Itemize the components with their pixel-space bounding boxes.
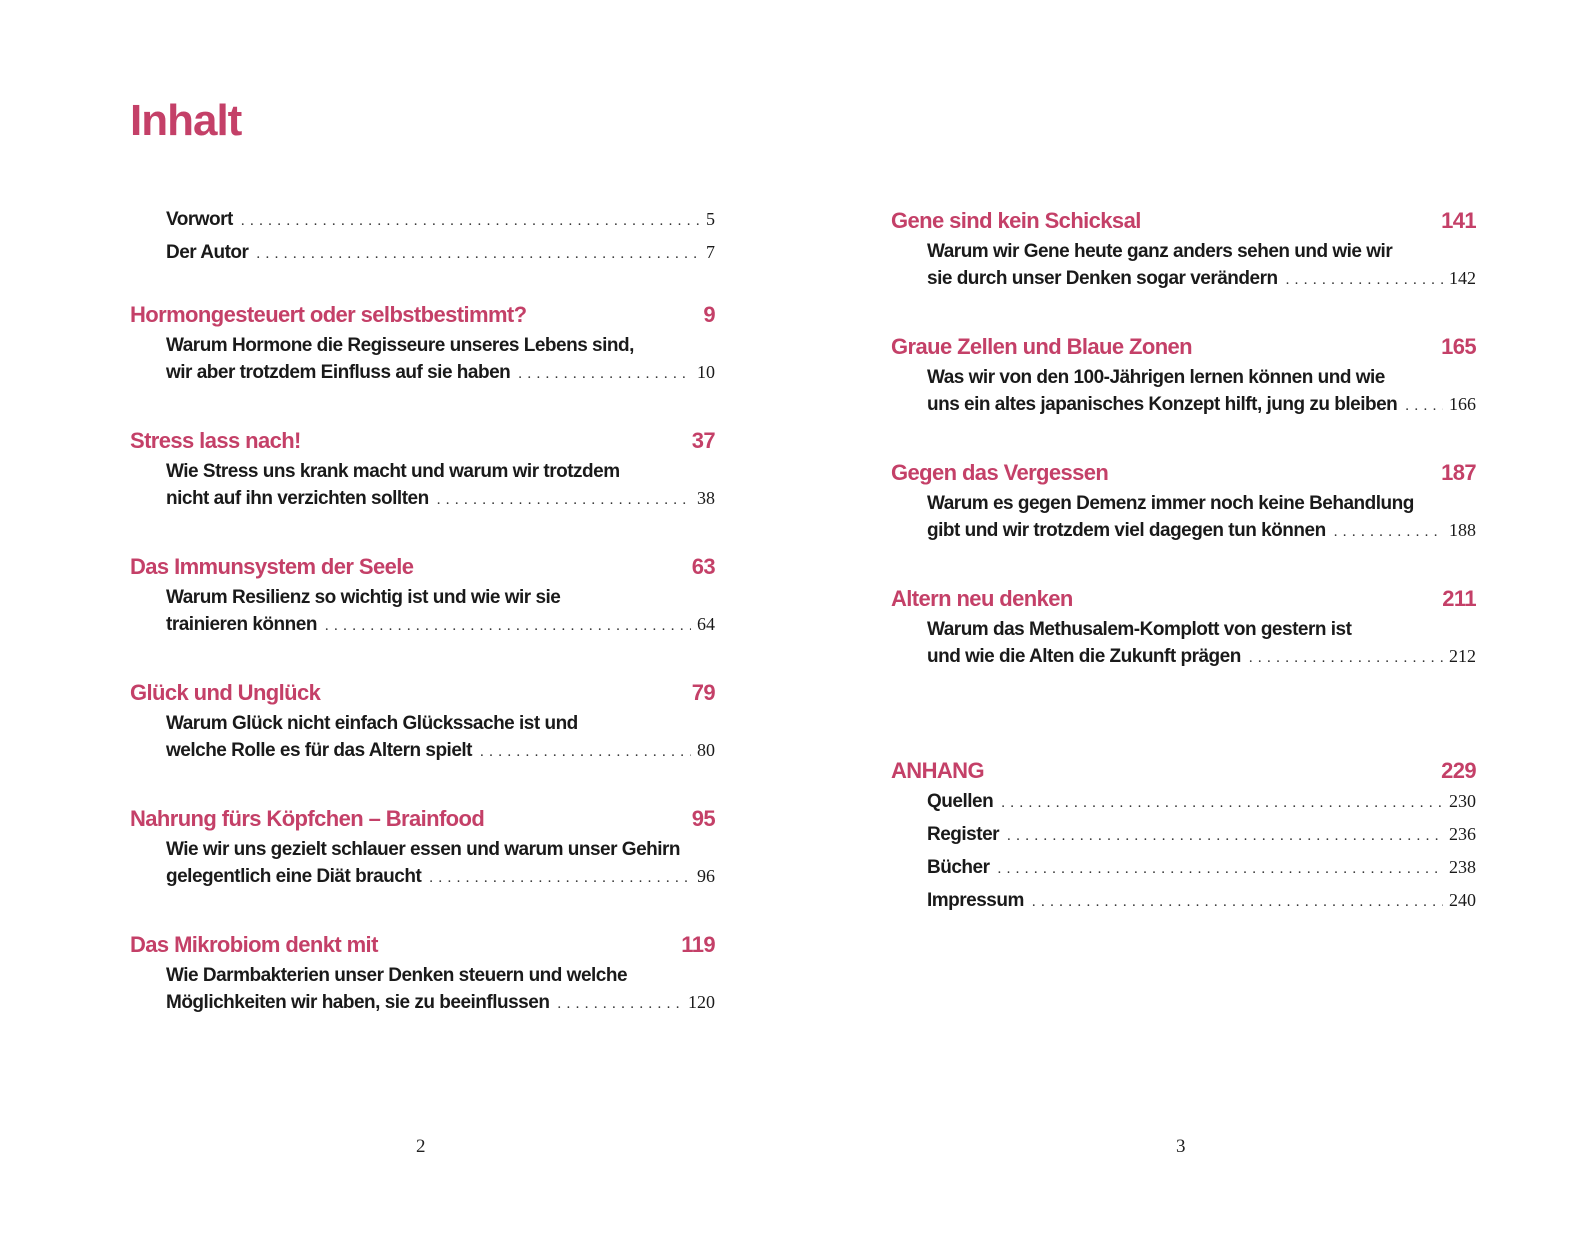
chapter-subtitle-line: Warum es gegen Demenz immer noch keine Behandlung xyxy=(927,493,1414,514)
leader-dots xyxy=(1334,519,1443,546)
toc-entry-label: Impressum xyxy=(927,890,1024,911)
toc-page-number: 238 xyxy=(1449,857,1476,877)
chapter-page-number: 141 xyxy=(1441,208,1476,233)
toc-page-number: 64 xyxy=(697,614,715,634)
toc-entry-vorwort[interactable] xyxy=(130,206,715,233)
appendix-item[interactable] xyxy=(891,887,1476,914)
chapter-page-number: 9 xyxy=(703,302,715,327)
chapter-subtitle-line: Wie wir uns gezielt schlauer essen und warum unser Gehirn xyxy=(166,839,681,860)
toc-page-number: 188 xyxy=(1449,520,1476,540)
leader-dots xyxy=(1007,823,1443,850)
folio-left: 2 xyxy=(416,1136,426,1157)
toc-chapter[interactable] xyxy=(891,582,1476,670)
leader-dots xyxy=(997,856,1443,883)
toc-page-number: 236 xyxy=(1449,824,1476,844)
chapter-subtitle-line: uns ein altes japanisches Konzept hilft, jung zu bleiben xyxy=(927,394,1398,415)
toc-entry-label: Bücher xyxy=(927,857,990,878)
chapter-page-number: 37 xyxy=(691,428,715,453)
chapter-subtitle-line: Möglichkeiten wir haben, sie zu beeinflussen xyxy=(166,992,550,1013)
toc-entry-label: Der Autor xyxy=(166,242,249,263)
toc-right-column xyxy=(891,204,1476,914)
leader-dots xyxy=(1032,889,1443,916)
leader-dots xyxy=(429,865,691,892)
chapter-page-number: 79 xyxy=(691,680,715,705)
chapter-subtitle-line: Warum das Methusalem-Komplott von gestern ist xyxy=(927,619,1352,640)
chapter-subtitle-line: Warum Glück nicht einfach Glückssache ist und xyxy=(166,713,578,734)
toc-left-column xyxy=(130,206,715,1016)
toc-chapter[interactable] xyxy=(891,456,1476,544)
chapter-subtitle-line: Warum Resilienz so wichtig ist und wie wir sie xyxy=(166,587,561,608)
toc-page-number: 240 xyxy=(1449,890,1476,910)
toc-appendix[interactable] xyxy=(891,754,1476,914)
chapter-page-number: 95 xyxy=(691,806,715,831)
chapter-title: Gegen das Vergessen xyxy=(891,460,1109,485)
toc-page-number: 38 xyxy=(697,488,715,508)
toc-chapter[interactable] xyxy=(130,550,715,638)
toc-page-number: 5 xyxy=(706,209,715,229)
leader-dots xyxy=(241,208,700,235)
toc-page-number: 96 xyxy=(697,866,715,886)
toc-page-number: 212 xyxy=(1449,646,1476,666)
chapter-title: Glück und Unglück xyxy=(130,680,321,705)
chapter-subtitle-line: gelegentlich eine Diät braucht xyxy=(166,866,422,887)
toc-chapter[interactable] xyxy=(130,676,715,764)
chapter-page-number: 165 xyxy=(1441,334,1476,359)
leader-dots xyxy=(325,613,691,640)
leader-dots xyxy=(1405,393,1443,420)
leader-dots xyxy=(518,361,691,388)
chapter-subtitle-line: nicht auf ihn verzichten sollten xyxy=(166,488,429,509)
chapter-subtitle-line: Warum Hormone die Regisseure unseres Lebens sind, xyxy=(166,335,634,356)
chapter-subtitle-line: wir aber trotzdem Einfluss auf sie haben xyxy=(166,362,511,383)
leader-dots xyxy=(480,739,691,766)
leader-dots xyxy=(1001,790,1443,817)
chapter-title: Das Immunsystem der Seele xyxy=(130,554,414,579)
chapter-title: Stress lass nach! xyxy=(130,428,301,453)
appendix-item[interactable] xyxy=(891,854,1476,881)
toc-page-number: 120 xyxy=(688,992,715,1012)
toc-entry-label: Register xyxy=(927,824,1000,845)
toc-chapter[interactable] xyxy=(891,204,1476,292)
appendix-page-number: 229 xyxy=(1441,758,1476,783)
appendix-item[interactable] xyxy=(891,788,1476,815)
toc-page-number: 230 xyxy=(1449,791,1476,811)
chapter-subtitle-line: sie durch unser Denken sogar verändern xyxy=(927,268,1278,289)
chapter-page-number: 63 xyxy=(691,554,715,579)
chapter-title: Hormongesteuert oder selbstbestimmt? xyxy=(130,302,527,327)
toc-page-number: 166 xyxy=(1449,394,1476,414)
chapter-subtitle-line: Warum wir Gene heute ganz anders sehen und wie wir xyxy=(927,241,1393,262)
chapter-subtitle-line: Wie Darmbakterien unser Denken steuern und welche xyxy=(166,965,628,986)
chapter-title: Das Mikrobiom denkt mit xyxy=(130,932,378,957)
toc-page-number: 10 xyxy=(697,362,715,382)
toc-page-number: 7 xyxy=(706,242,715,262)
chapter-title: Graue Zellen und Blaue Zonen xyxy=(891,334,1193,359)
chapter-subtitle-line: Wie Stress uns krank macht und warum wir trotzdem xyxy=(166,461,620,482)
toc-chapter[interactable] xyxy=(130,424,715,512)
chapter-title: Altern neu denken xyxy=(891,586,1073,611)
leader-dots xyxy=(557,991,682,1018)
chapter-subtitle-line: Was wir von den 100-Jährigen lernen können und wie xyxy=(927,367,1385,388)
toc-entry-der-autor[interactable] xyxy=(130,239,715,266)
chapter-subtitle-line: gibt und wir trotzdem viel dagegen tun können xyxy=(927,520,1326,541)
leader-dots xyxy=(1249,645,1443,672)
chapter-subtitle-line: und wie die Alten die Zukunft prägen xyxy=(927,646,1241,667)
chapter-page-number: 119 xyxy=(681,932,715,957)
toc-chapter[interactable] xyxy=(130,802,715,890)
appendix-item[interactable] xyxy=(891,821,1476,848)
leader-dots xyxy=(256,241,700,268)
chapter-page-number: 211 xyxy=(1442,586,1476,611)
toc-page-number: 80 xyxy=(697,740,715,760)
chapter-title: Nahrung fürs Köpfchen – Brainfood xyxy=(130,806,485,831)
toc-page-number: 142 xyxy=(1449,268,1476,288)
toc-chapter[interactable] xyxy=(130,298,715,386)
page-title: Inhalt xyxy=(130,96,242,145)
appendix-title: ANHANG xyxy=(891,758,984,783)
toc-chapter[interactable] xyxy=(130,928,715,1016)
chapter-subtitle-line: trainieren können xyxy=(166,614,317,635)
toc-entry-label: Vorwort xyxy=(166,209,233,230)
toc-entry-label: Quellen xyxy=(927,791,994,812)
leader-dots xyxy=(1286,267,1443,294)
leader-dots xyxy=(437,487,691,514)
chapter-subtitle-line: welche Rolle es für das Altern spielt xyxy=(166,740,473,761)
chapter-title: Gene sind kein Schicksal xyxy=(891,208,1141,233)
toc-chapter[interactable] xyxy=(891,330,1476,418)
folio-right: 3 xyxy=(1176,1136,1186,1157)
chapter-page-number: 187 xyxy=(1441,460,1476,485)
